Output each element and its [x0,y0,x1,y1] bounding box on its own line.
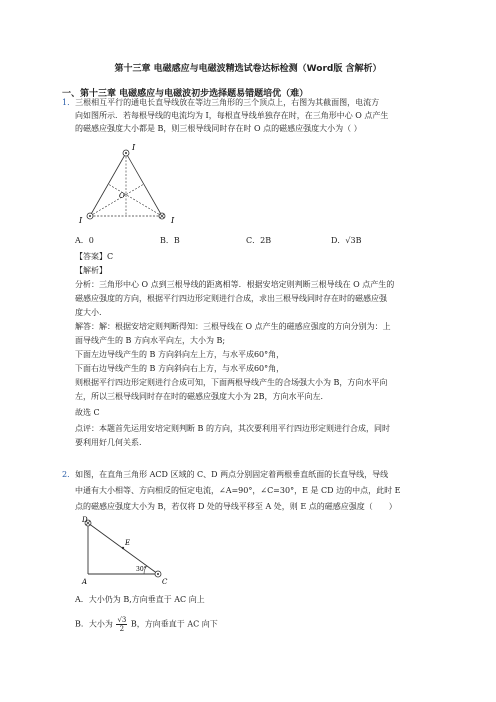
q1-analysis-line: 点评：本题首先运用安培定则判断 B 的方向，其次要利用平行四边形定则进行合成，同时 [75,424,390,433]
q2-label-a: A [82,578,88,586]
q1-analysis-line: 磁感应强度的方向，根据平行四边形定则进行合成，求出三根导线同时存在时的磁感应强 [75,294,387,303]
q1-analysis-line: 解答：解：根据安培定则判断得知：三根导线在 O 点产生的磁感应强度的方向分别为：上 [75,322,391,331]
q1-choice-b: B．B [160,236,180,245]
q2-choice-b: B．大小为 $\frac{√3}{2}$ B，方向垂直于 AC 向下 [75,616,218,633]
q1-analysis-line: 面导线产生的 B 方向水平向左，大小为 B; [75,336,226,345]
q2-line-3: 点的磁感应强度大小为 B，若仅将 D 处的导线平移至 A 处，则 E 点的磁感应强度（ ） [75,502,397,511]
q1-analysis-line: 左，所以三根导线同时存在时的磁感应强度大小为 2B，方向水平向左． [75,392,329,401]
q1-label-right: I [171,216,175,225]
q1-analysis-line: 度大小. [75,308,102,317]
q1-choice-c: C．2B [246,236,272,245]
q2-label-d: D [82,516,88,524]
q1-label-left: I [79,216,83,225]
section-heading: 一、第十三章 电磁感应与电磁波初步选择题易错题培优（难） [62,89,309,99]
q1-analysis-line: 下面右边导线产生的 B 方向斜向右上方，与水平成60°角， [75,364,285,373]
q2-number: 2． [62,470,76,479]
q2-label-c: C [162,578,168,586]
document-title: 第十三章 电磁感应与电磁波精选试卷达标检测（Word版 含解析） [114,64,382,74]
q2-choice-a: A．大小仍为 B,方向垂直于 AC 向上 [75,595,205,604]
q1-line-3: 的磁感应强度大小都是 B，则三根导线同时存在时 O 点的磁感应强度大小为（ ） [75,124,362,133]
q2-label-e: E [125,539,131,547]
q1-analysis-line: 则根据平行四边形定则进行合成可知，下面两根导线产生的合场强大小为 B，方向水平向 [75,378,388,387]
q2-label-angle: 30° [136,566,147,573]
q1-line-1: 1．三根相互平行的通电长直导线放在等边三角形的三个顶点上，右图为其截面图，电流方 [62,98,380,107]
q2-line-1: 2．如图，在直角三角形 ACD 区域的 C、D 两点分别固定着两根垂直纸面的长直导线，导线 [62,470,389,479]
q1-analysis-line: 要利用好几何关系. [75,438,142,447]
q1-line-2: 向如图所示．若每根导线的电流均为 I，每根直导线单独存在时，在三角形中心 O 点产生 [75,111,389,120]
q1-analysis-head: 【解析】 [75,266,107,275]
q1-choice-d: D．√3B [331,236,362,245]
q1-label-top: I [132,143,136,152]
q1-analysis-line: 下面左边导线产生的 B 方向斜向左上方，与水平成60°角， [75,350,285,359]
q1-number: 1． [62,98,76,107]
q1-analysis-line: 分析：三角形中心 O 点到三根导线的距离相等．根据安培定则判断三根导线在 O 点产生的 [75,280,395,289]
fraction: $\frac{√3}{2}$ [117,616,127,633]
q1-answer: 【答案】C [75,252,114,261]
q1-analysis-line: 故选 C [75,408,100,417]
q1-choice-a: A．0 [75,236,94,245]
q2-line-2: 中通有大小相等、方向相反的恒定电流，∠A=90°，∠C=30°，E 是 CD 边的中点，此时 E [75,486,401,495]
q2-triangle-figure [78,516,178,588]
q1-label-center: O [119,192,125,200]
q1-triangle-figure [78,140,188,226]
